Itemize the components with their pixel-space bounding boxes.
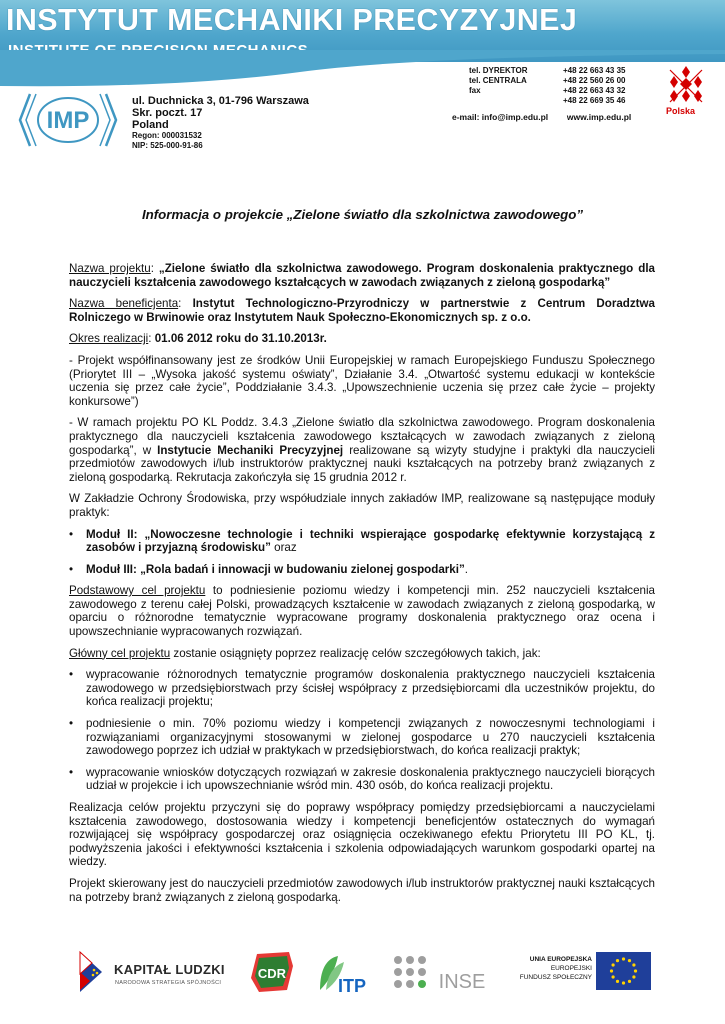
list-item: • wypracowanie wniosków dotyczących rozwiązań w zakresie doskonalenia praktycznego nauczycieli biorących udział w projekcie i ich upowszechnianie wśród min. 430 osób, do końca realizacji projektu. [69,766,655,793]
effects-paragraph: Realizacja celów projektu przyczyni się do poprawy współpracy pomiędzy przedsiębiorcami a nauczycielami kształcenia zawodowego, dostosowania wiedzy i kompetencji beneficjentów ostatecznych do wymagań rozwijającej się współpracy gospodarczej oraz osiągnięcia oczekiwanego efektu Priorytetu III PO KL, tj. podwyższenia jakości i efektywności kształcenia i szkolenia odpowiadających warunkom gospodarki opartej na wiedzy. [69,801,655,869]
eu-text-block [508,955,592,982]
imp-logo-text: IMP [46,107,90,134]
inse-logo-icon [390,950,490,996]
scope-paragraph [69,416,655,484]
kapital-ludzki-title: KAPITAŁ LUDZKI [114,962,225,977]
address-country: Poland [132,119,169,131]
basic-goal-text: to podniesienie poziomu wiedzy i kompetencji min. 252 nauczycieli kształcenia zawodowego z terenu całej Polski, prowadzących kształcenie w zawodach związanych z zieloną gospodarką, w oparciu o różnorodne tematycznie wypracowane programy doskonalenia praktycznego oraz ocena i upowszechnianie wypracowanych rozwiązań. [69,584,655,639]
contact-label: tel. DYREKTOR [469,66,528,75]
contact-number: +48 22 663 43 35 [563,66,626,75]
modules-intro-paragraph: W Zakładzie Ochrony Środowiska, przy współudziale innych zakładów IMP, realizowane są następujące moduły praktyk: [69,492,655,519]
inse-logo-text: INSE [438,971,486,993]
document-content [69,262,655,912]
contact-label [469,96,563,106]
module-title: Moduł II: „Nowoczesne technologie i techniki wspierające gospodarkę efektywnie korzystającą z zasobów i przyjazną środowisku” [86,527,655,555]
address-nip: NIP: 525-000-91-86 [132,141,203,150]
contact-number: +48 22 663 43 32 [563,86,626,95]
kapital-ludzki-subtitle: NARODOWA STRATEGIA SPÓJNOŚCI [115,980,222,986]
eu-fund-line-2: FUNDUSZ SPOŁECZNY [519,974,592,981]
main-goal-paragraph [69,647,655,661]
goals-list [69,668,655,793]
email-link[interactable]: e-mail: info@imp.edu.pl [452,112,549,122]
polska-label: Polska [666,106,696,116]
scope-institute: Instytucie Mechaniki Precyzyjnej [157,443,344,457]
list-item [69,528,655,555]
module-suffix: . [464,562,468,576]
contact-row [469,86,643,96]
funding-paragraph: - Projekt współfinansowany jest ze środków Unii Europejskiej w ramach Europejskiego Funduszu Społecznego (Priorytet III – „Wysoka jakość systemu oświaty”, Działanie 3.4. „Otwartość systemu edukacji w kontekście uczenia się przez całe życie”, Poddziałanie 3.4.3. „Upowszechnienie uczenia się przez całe życie – projekty konkursowe”) [69,353,655,408]
contact-label: tel. CENTRALA [469,76,527,85]
eu-fund-line-1: EUROPEJSKI [550,965,592,972]
eu-flag-icon [596,952,651,990]
cdr-logo-text: CDR [257,966,287,981]
module-title: Moduł III: „Rola badań i innowacji w budowaniu zielonej gospodarki” [86,562,465,576]
contact-row [469,66,643,76]
target-paragraph: Projekt skierowany jest do nauczycieli przedmiotów zawodowych i/lub instruktorów praktycznej nauki kształcących na potrzeby branż związanych z zieloną gospodarką. [69,876,655,904]
main-goal-text: zostanie osiągnięty poprzez realizację celów szczegółowych takich, jak: [170,646,541,660]
basic-goal-label: Podstawowy cel projektu [69,584,206,598]
period-label: Okres realizacji [69,332,149,346]
list-item: • podniesienie o min. 70% poziomu wiedzy i kompetencji związanych z nowoczesnymi technologiami i rozwiązaniami organizacyjnymi stosowanymi w zielonej gospodarce u 270 nauczycieli kształcenia zawodowego poprzez ich udział w praktykach w przedsiębiorstwach, do końca realizacji praktyk; [69,717,655,758]
institute-name: INSTYTUT MECHANIKI PRECYZYJNEJ [6,3,578,37]
project-name-label: Nazwa projektu [69,262,151,275]
modules-list [69,528,655,577]
list-item: • wypracowanie różnorodnych tematycznie programów doskonalenia praktycznego nauczycieli kształcenia zawodowego w przedsiębiorstwach przy ścisłej współpracy z przedsiębiorcami dla uczestników projektu, do końca realizacji projektu; [69,668,655,709]
address-street: ul. Duchnicka 3, 01-796 Warszawa [132,95,309,107]
period-value: 01.06 2012 roku do 31.10.2013r. [154,332,327,346]
itp-logo-icon [316,950,374,996]
cdr-logo-icon [249,950,295,994]
basic-goal-paragraph [69,584,655,638]
website-link[interactable]: www.imp.edu.pl [566,112,632,122]
beneficiary-label: Nazwa beneficjenta [69,297,179,311]
beneficiary-value: Instytut Technologiczno-Przyrodniczy w partnerstwie z Centrum Doradztwa Rolniczego w Brwinowie oraz Instytutem Nauk Społeczno-Ekonomicznych sp. z o.o. [69,297,655,324]
contact-label: fax [469,86,481,95]
address-block [132,95,309,151]
project-name-paragraph: Nazwa projektu: „Zielone światło dla szkolnictwa zawodowego. Program doskonalenia praktycznego dla nauczycieli kształcenia zawodowego kształcących w zawodach związanych z zieloną gospodarką” [69,262,655,289]
kapital-ludzki-flag-icon [76,948,106,996]
address-regon: Regon: 000031532 [132,131,202,140]
document-title: Informacja o projekcie „Zielone światło dla szkolnictwa zawodowego” [141,207,584,222]
beneficiary-paragraph: Nazwa beneficjenta: Instytut Technologiczno-Przyrodniczy w partnerstwie z Centrum Doradztwa Rolniczego w Brwinowie oraz Instytutem Nauk Społeczno-Ekonomicznych sp. z o.o. [69,297,655,324]
contact-row [469,76,643,86]
email-web-line [452,112,631,122]
contact-row [469,96,643,106]
main-goal-label: Główny cel projektu [69,646,171,660]
module-suffix: oraz [270,541,297,555]
address-box: Skr. poczt. 17 [132,107,203,119]
eu-title: UNIA EUROPEJSKA [529,956,592,963]
itp-logo-text: ITP [337,976,367,996]
list-item [69,563,655,577]
contact-list [469,66,643,106]
imp-logo-icon [18,90,118,150]
contact-number: +48 22 669 35 46 [563,96,626,105]
contact-number: +48 22 560 26 00 [563,76,626,85]
scope-text: - W ramach projektu PO KL Poddz. 3.4.3 „Zielone światło dla szkolnictwa zawodowego. Program doskonalenia praktycznego dla nauczycieli kształcenia zawodowego kształcących w zawodach związanych z zieloną gospodarką”, w [69,416,655,457]
scope-text-rest: realizowane są wizyty studyjne i praktyki dla nauczycieli przedmiotów zawodowych i/lub instruktorów praktycznej nauki kształcących na potrzeby branż związanych z zieloną gospodarką. Rekrutacja zakończyła się 15 grudnia 2012 r. [69,443,655,484]
period-paragraph: Okres realizacji: 01.06 2012 roku do 31.10.2013r. [69,332,327,346]
project-name-value: „Zielone światło dla szkolnictwa zawodowego. Program doskonalenia praktycznego dla nauczycieli kształcenia zawodowego kształcących w zawodach związanych z zieloną gospodarką” [69,262,655,289]
